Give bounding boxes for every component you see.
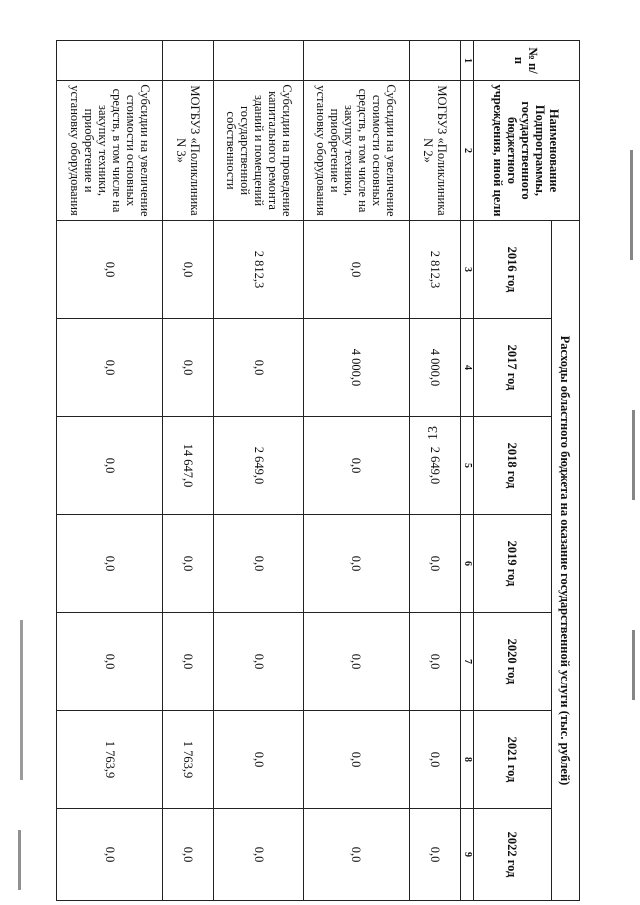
cell-value: 0,0 (163, 319, 214, 417)
scan-artifact (20, 620, 23, 780)
page-number: 13 (426, 426, 441, 440)
cell-value: 0,0 (303, 417, 409, 515)
cell-value: 0,0 (163, 221, 214, 319)
column-number: 5 (461, 417, 474, 515)
cell-value: 0,0 (57, 319, 163, 417)
column-number: 4 (461, 319, 474, 417)
column-number: 6 (461, 515, 474, 613)
cell-value: 0,0 (163, 809, 214, 901)
table-row (409, 41, 460, 901)
cell-value: 0,0 (214, 613, 303, 711)
column-number: 3 (461, 221, 474, 319)
cell-value: 0,0 (303, 809, 409, 901)
cell-value: 1 763,9 (163, 711, 214, 809)
header-year: 2021 год (474, 711, 552, 809)
cell-value: 0,0 (409, 613, 460, 711)
cell-value: 0,0 (214, 515, 303, 613)
row-name: МОГБУЗ «Поликлиника N 3» (163, 81, 214, 221)
cell-value: 0,0 (214, 319, 303, 417)
column-number: 2 (461, 81, 474, 221)
header-name: Наименование Подпрограммы, государственного бюджетного учреждения, иной цели (474, 81, 580, 221)
row-number (57, 41, 163, 81)
cell-value: 0,0 (409, 809, 460, 901)
cell-value: 0,0 (303, 613, 409, 711)
cell-value: 2 812,3 (409, 221, 460, 319)
header-year: 2018 год (474, 417, 552, 515)
row-number (409, 41, 460, 81)
cell-value: 0,0 (303, 221, 409, 319)
cell-value: 2 649,0 (214, 417, 303, 515)
header-year: 2019 год (474, 515, 552, 613)
header-number: № п/п (474, 41, 580, 81)
cell-value: 0,0 (57, 221, 163, 319)
header-year: 2016 год (474, 221, 552, 319)
column-number: 9 (461, 809, 474, 901)
header-year: 2022 год (474, 809, 552, 901)
row-number (303, 41, 409, 81)
scan-artifact (630, 150, 633, 260)
cell-value: 0,0 (57, 613, 163, 711)
cell-value: 4 000,0 (409, 319, 460, 417)
cell-value: 0,0 (214, 809, 303, 901)
cell-value: 0,0 (163, 515, 214, 613)
cell-value: 0,0 (57, 417, 163, 515)
table-row (303, 41, 409, 901)
column-number: 7 (461, 613, 474, 711)
scan-artifact (18, 830, 21, 890)
table-row (163, 41, 214, 901)
cell-value: 4 000,0 (303, 319, 409, 417)
scan-artifact (632, 630, 635, 700)
column-number: 1 (461, 41, 474, 81)
header-year: 2017 год (474, 319, 552, 417)
cell-value: 0,0 (409, 711, 460, 809)
table-row (57, 41, 163, 901)
cell-value: 0,0 (163, 613, 214, 711)
header-group-expenses: Расходы областного бюджета на оказание государственной услуги (тыс. рублей) (552, 221, 580, 901)
cell-value: 0,0 (303, 515, 409, 613)
row-name: Субсидии на проведение капитального ремонта зданий и помещений государственной собственности (214, 81, 303, 221)
cell-value: 1 763,9 (57, 711, 163, 809)
cell-value: 2 812,3 (214, 221, 303, 319)
cell-value: 0,0 (409, 515, 460, 613)
row-name: Субсидии на увеличение стоимости основных средств, в том числе на закупку техники, приобретение и установку оборудования (303, 81, 409, 221)
cell-value: 0,0 (57, 515, 163, 613)
cell-value: 0,0 (214, 711, 303, 809)
column-number: 8 (461, 711, 474, 809)
row-name: МОГБУЗ «Поликлиника N 2» (409, 81, 460, 221)
cell-value: 0,0 (57, 809, 163, 901)
budget-table-rotated (56, 40, 580, 900)
cell-value: 0,0 (303, 711, 409, 809)
budget-table (56, 40, 580, 901)
row-number (163, 41, 214, 81)
header-year: 2020 год (474, 613, 552, 711)
cell-value: 14 647,0 (163, 417, 214, 515)
scan-artifact (632, 410, 635, 500)
row-name: Субсидии на увеличение стоимости основных средств, в том числе на закупку техники, приобретение и установку оборудования (57, 81, 163, 221)
table-row (214, 41, 303, 901)
row-number (214, 41, 303, 81)
cell-value: 2 649,0 (409, 417, 460, 515)
